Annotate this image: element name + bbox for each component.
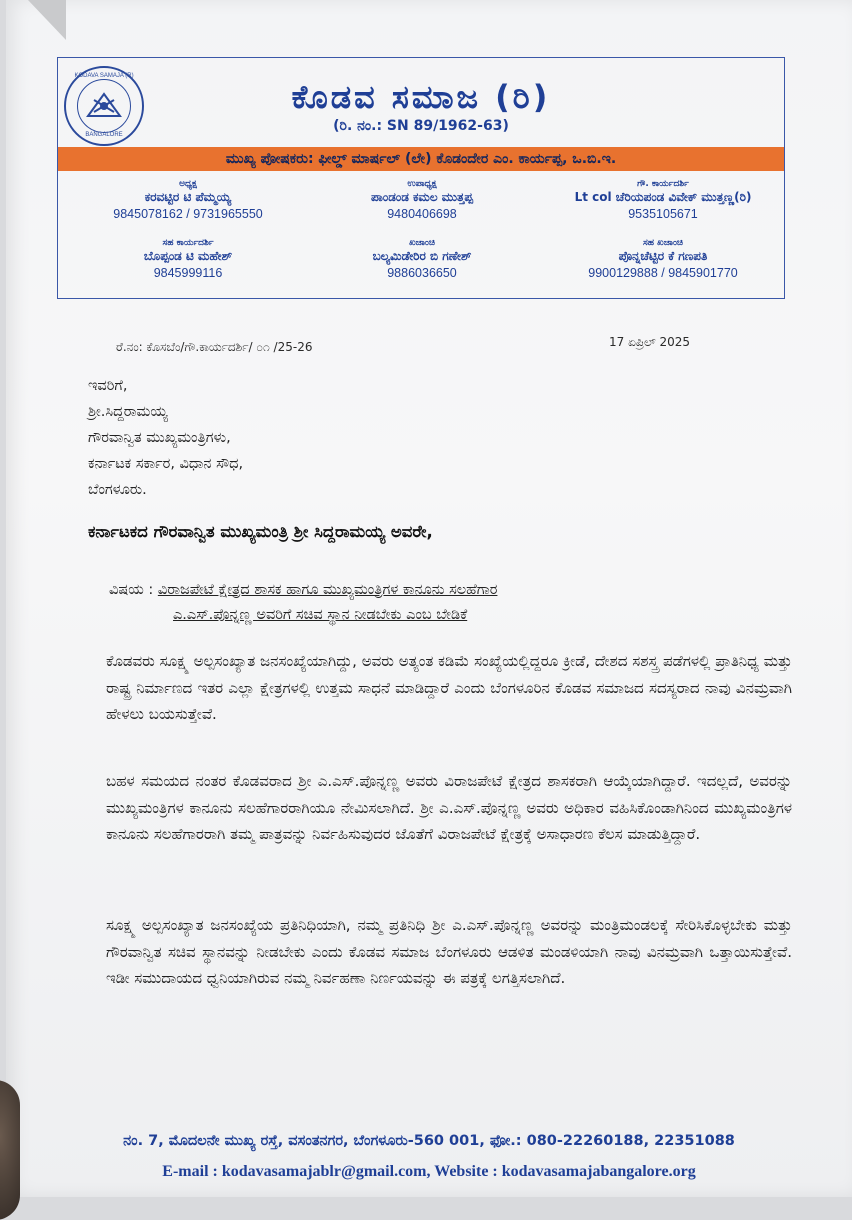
officer-role: ಸಹ ಕಾರ್ಯದರ್ಶಿ [162,238,214,248]
logo-text-top: KODAVA SAMAJA (R) [74,73,134,79]
subject-line-2: ಎ.ಎಸ್.ಪೊನ್ನಣ್ಣ ಅವರಿಗೆ ಸಚಿವ ಸ್ಥಾನ ನೀಡಬೇಕು ಎಂಬ ಬೇಡಿಕೆ [173,607,468,623]
officer-joint-secretary [68,238,308,280]
registration-number: (ರಿ. ನಂ.: SN 89/1962-63) [333,118,509,134]
officer-phone: 9845078162 / 9731965550 [113,207,263,221]
officer-name: ಪಾಂಡಂಡ ಕಮಲ ಮುತ್ತಪ್ಪ [370,190,474,204]
officer-phone: 9886036650 [387,266,457,280]
officer-phone: 9900129888 / 9845901770 [588,266,738,280]
subject-line-1: ವಿರಾಜಪೇಟೆ ಕ್ಷೇತ್ರದ ಶಾಸಕ ಹಾಗೂ ಮುಖ್ಯಮಂತ್ರಿಗಳ ಕಾನೂನು ಸಲಹೆಗಾರ [157,582,498,598]
letter-page [6,0,852,1197]
officer-role: ಗೌ. ಕಾರ್ಯದರ್ಶಿ [637,179,689,189]
officer-vice-president [302,179,542,221]
officer-role: ಅಧ್ಯಕ್ಷ [179,179,197,189]
officer-phone: 9535105671 [628,207,698,221]
body-paragraph-3: ಸೂಕ್ಷ್ಮ ಅಲ್ಪಸಂಖ್ಯಾತ ಜನಸಂಖ್ಯೆಯ ಪ್ರತಿನಿಧಿಯಾಗಿ, ನಮ್ಮ ಪ್ರತಿನಿಧಿ ಶ್ರೀ ಎ.ಎಸ್.ಪೊನ್ನಣ್ಣ ಅವರನ್ನು ಮಂತ್ರಿಮಂಡಲಕ್ಕೆ ಸೇರಿಸಿಕೊಳ್ಳಬೇಕು ಮತ್ತು ಗೌರವಾನ್ವಿತ ಸಚಿವ ಸ್ಥಾನವನ್ನು ನೀಡಬೇಕು ಎಂದು ಕೊಡವ ಸಮಾಜ ಬೆಂಗಳೂರು ಆಡಳಿತ ಮಂಡಳಿಯಾಗಿ ನಾವು ವಿನಮ್ರವಾಗಿ ಒತ್ತಾಯಿಸುತ್ತೇವೆ. ಇಡೀ ಸಮುದಾಯದ ಧ್ವನಿಯಾಗಿರುವ ನಮ್ಮ ನಿರ್ವಹಣಾ ನಿರ್ಣಯವನ್ನು ಈ ಪತ್ರಕ್ಕೆ ಲಗತ್ತಿಸಲಾಗಿದೆ. [106,916,792,987]
footer-contact: E-mail : kodavasamajablr@gmail.com, Website : kodavasamajabangalore.org [162,1163,696,1180]
logo-text-bottom: BANGALORE [85,132,123,138]
officer-name: Lt col ಚೆರಿಯಪಂಡ ವಿವೇಕ್ ಮುತ್ತಣ್ಣ(ರಿ) [574,190,752,204]
officer-phone: 9845999116 [153,266,223,280]
patron-band: ಮುಖ್ಯ ಪೋಷಕರು: ಫೀಲ್ಡ್ ಮಾರ್ಷಲ್ (ಲೇ) ಕೊಡಂದೇರ ಎಂ. ಕಾರ್ಯಪ್ಪ, ಒ.ಬಿ.ಇ. [58,147,784,171]
officer-president [68,179,308,221]
folded-corner [28,0,66,40]
thumb-photo-artifact [0,1080,20,1220]
officer-role: ಖಜಾಂಚಿ [409,238,435,248]
org-name: ಕೊಡವ ಸಮಾಜ (ರಿ) [291,78,551,116]
address-line: ಬೆಂಗಳೂರು. [88,482,147,498]
salutation: ಕರ್ನಾಟಕದ ಗೌರವಾನ್ವಿತ ಮುಖ್ಯಮಂತ್ರಿ ಶ್ರೀ ಸಿದ್ದರಾಮಯ್ಯ ಅವರೇ, [88,522,433,541]
recipient-address [88,373,243,503]
footer-address: ನಂ. 7, ಮೊದಲನೇ ಮುಖ್ಯ ರಸ್ತೆ, ವಸಂತನಗರ, ಬೆಂಗಳೂರು-560 001, ಫೋ.: 080-22260188, 22351088 [123,1133,735,1149]
officer-name: ಕರವಟ್ಟಿರ ಟಿ ಪೆಮ್ಮಯ್ಯ [144,190,232,204]
officer-phone: 9480406698 [387,207,457,221]
officer-treasurer [302,238,542,280]
body-paragraph-2: ಬಹಳ ಸಮಯದ ನಂತರ ಕೊಡವರಾದ ಶ್ರೀ ಎ.ಎಸ್.ಪೊನ್ನಣ್ಣ ಅವರು ವಿರಾಜಪೇಟೆ ಕ್ಷೇತ್ರದ ಶಾಸಕರಾಗಿ ಆಯ್ಕೆಯಾಗಿದ್ದಾರೆ. ಇದಲ್ಲದೆ, ಅವರನ್ನು ಮುಖ್ಯಮಂತ್ರಿಗಳ ಕಾನೂನು ಸಲಹೆಗಾರರಾಗಿಯೂ ನೇಮಿಸಲಾಗಿದೆ. ಶ್ರೀ ಎ.ಎಸ್.ಪೊನ್ನಣ್ಣ ಅವರು ಅಧಿಕಾರ ವಹಿಸಿಕೊಂಡಾಗಿನಿಂದ ಮುಖ್ಯಮಂತ್ರಿಗಳ ಕಾನೂನು ಸಲಹೆಗಾರರಾಗಿ ತಮ್ಮ ಪಾತ್ರವನ್ನು ನಿರ್ವಹಿಸುವುದರ ಜೊತೆಗೆ ವಿರಾಜಪೇಟೆ ಕ್ಷೇತ್ರಕ್ಕೆ ಅಸಾಧಾರಣ ಕೆಲಸ ಮಾಡುತ್ತಿದ್ದಾರೆ. [106,772,792,843]
officer-hon-secretary [543,179,783,221]
subject-label: ವಿಷಯ : [109,582,154,598]
officer-name: ಬೊಪ್ಪಂಡ ಟಿ ಮಹೇಶ್ [143,249,233,263]
officer-name: ಪೊನ್ನಚೆಟ್ಟಿರ ಕೆ ಗಣಪತಿ [618,249,708,263]
address-line: ಗೌರವಾನ್ವಿತ ಮುಖ್ಯಮಂತ್ರಿಗಳು, [88,430,231,446]
officer-role: ಸಹ ಖಜಾಂಚಿ [643,238,683,248]
subject [109,578,497,628]
address-line: ಕರ್ನಾಟಕ ಸರ್ಕಾರ, ವಿಧಾನ ಸೌಧ, [88,456,244,472]
officer-role: ಉಪಾಧ್ಯಕ್ಷ [407,179,437,189]
reference-number: ರೆ.ನಂ: ಕೊಸಬೆಂ/ಗೌ.ಕಾರ್ಯದರ್ಶಿ/ ೦೧ /25-26 [116,340,313,354]
body-paragraph-1: ಕೊಡವರು ಸೂಕ್ಷ್ಮ ಅಲ್ಪಸಂಖ್ಯಾತ ಜನಸಂಖ್ಯೆಯಾಗಿದ್ದು, ಅವರು ಅತ್ಯಂತ ಕಡಿಮೆ ಸಂಖ್ಯೆಯಲ್ಲಿದ್ದರೂ ಕ್ರೀಡೆ, ದೇಶದ ಸಶಸ್ತ್ರ ಪಡೆಗಳಲ್ಲಿ ಪ್ರಾತಿನಿಧ್ಯ ಮತ್ತು ರಾಷ್ಟ್ರ ನಿರ್ಮಾಣದ ಇತರ ಎಲ್ಲಾ ಕ್ಷೇತ್ರಗಳಲ್ಲಿ ಉತ್ತಮ ಸಾಧನೆ ಮಾಡಿದ್ದಾರೆ ಎಂದು ಬೆಂಗಳೂರಿನ ಕೊಡವ ಸಮಾಜದ ಸದಸ್ಯರಾದ ನಾವು ವಿನಮ್ರವಾಗಿ ಹೇಳಲು ಬಯಸುತ್ತೇವೆ. [106,652,792,723]
officer-name: ಬಲ್ಯಮಿಡೇರಿರ ಬಿ ಗಣೇಶ್ [372,249,472,263]
letterhead [57,57,785,299]
address-line: ಇವರಿಗೆ, [88,378,128,394]
address-line: ಶ್ರೀ.ಸಿದ್ದರಾಮಯ್ಯ [88,404,168,420]
letter-date: 17 ಏಪ್ರಿಲ್ 2025 [609,335,691,349]
officer-joint-treasurer [543,238,783,280]
